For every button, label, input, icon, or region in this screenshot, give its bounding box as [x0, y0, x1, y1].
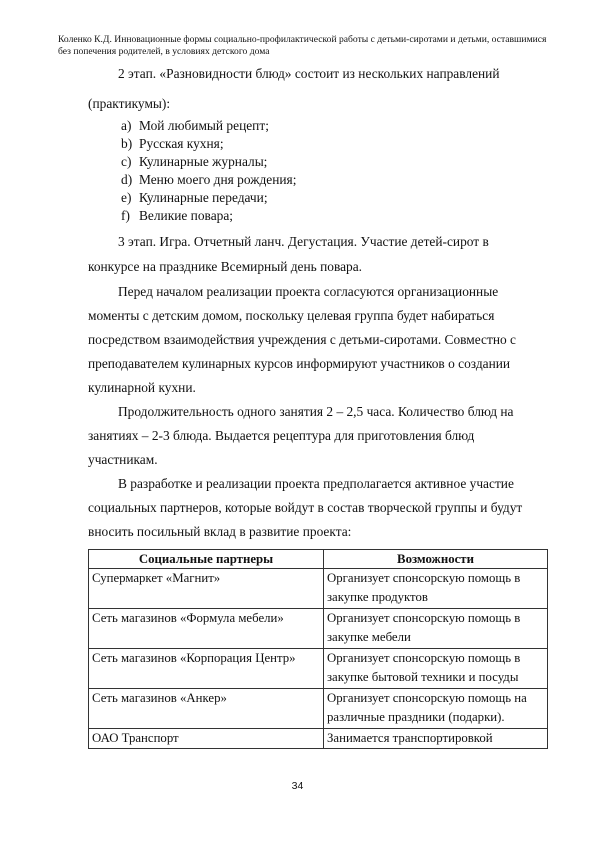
- text-line: В разработке и реализации проекта предполагается активное участие: [118, 476, 514, 491]
- text-line: Перед началом реализации проекта согласуются организационные: [118, 284, 499, 299]
- text-line: участникам.: [88, 452, 158, 467]
- stage2-line2: (практикумы):: [88, 96, 171, 111]
- table-row: [89, 689, 548, 729]
- text-line: кулинарной кухни.: [88, 380, 196, 395]
- text-line: вносить посильный вклад в развитие проекта:: [88, 524, 352, 539]
- text-line: занятиях – 2-3 блюда. Выдается рецептура для приготовления блюд: [88, 428, 475, 443]
- list-item: d) Меню моего дня рождения;: [121, 172, 297, 187]
- column-header: Возможности: [324, 550, 548, 569]
- opportunity-cell: Организует спонсорскую помощь в закупке продуктов: [324, 569, 548, 609]
- opportunity-cell: Организует спонсорскую помощь на различные праздники (подарки).: [324, 689, 548, 729]
- stage3-line1: 3 этап. Игра. Отчетный ланч. Дегустация. Участие детей-сирот в: [118, 234, 489, 249]
- stage3-line2: конкурсе на празднике Всемирный день повара.: [88, 259, 363, 274]
- table-row: [89, 569, 548, 609]
- partner-cell: Сеть магазинов «Корпорация Центр»: [89, 649, 324, 689]
- list-item: b) Русская кухня;: [121, 136, 224, 151]
- partner-cell: Сеть магазинов «Анкер»: [89, 689, 324, 729]
- text-line: посредством взаимодействия учреждения с детьми-сиротами. Совместно с: [88, 332, 516, 347]
- text-line: Продолжительность одного занятия 2 – 2,5 часа. Количество блюд на: [118, 404, 514, 419]
- page-number: 34: [291, 780, 304, 792]
- stage2-line1: 2 этап. «Разновидности блюд» состоит из нескольких направлений: [118, 66, 500, 81]
- column-header: Социальные партнеры: [89, 550, 324, 569]
- table-row: [89, 649, 548, 689]
- text-line: социальных партнеров, которые войдут в состав творческой группы и будут: [88, 500, 523, 515]
- opportunity-cell: Организует спонсорскую помощь в закупке бытовой техники и посуды: [324, 649, 548, 689]
- text-line: преподавателем кулинарных курсов информируют участников о создании: [88, 356, 511, 371]
- table-row: [89, 609, 548, 649]
- text-line: моменты с детским домом, поскольку целевая группа будет набираться: [88, 308, 495, 323]
- partner-cell: Супермаркет «Магнит»: [89, 569, 324, 609]
- running-header: Коленко К.Д. Инновационные формы социально-профилактической работы с детьми-сиротами и детьми, оставшимися без попечения родителей, в условиях детского дома: [58, 34, 547, 57]
- list-item: f) Великие повара;: [121, 208, 233, 223]
- list-item: a) Мой любимый рецепт;: [121, 118, 269, 133]
- table-header-row: [89, 550, 548, 569]
- opportunity-cell: Занимается транспортировкой: [324, 729, 548, 749]
- partner-cell: Сеть магазинов «Формула мебели»: [89, 609, 324, 649]
- opportunity-cell: Организует спонсорскую помощь в закупке мебели: [324, 609, 548, 649]
- partners-table: [88, 549, 548, 749]
- list-item: e) Кулинарные передачи;: [121, 190, 268, 205]
- list-item: c) Кулинарные журналы;: [121, 154, 268, 169]
- partner-cell: ОАО Транспорт: [89, 729, 324, 749]
- table-row: [89, 729, 548, 749]
